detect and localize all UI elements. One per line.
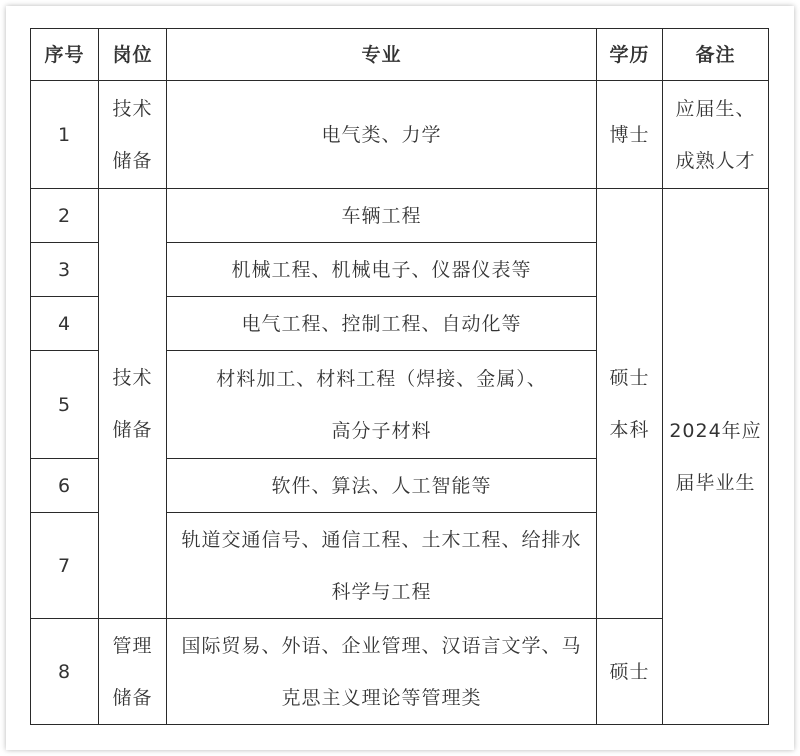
position-line: 储备	[112, 418, 153, 441]
position-line: 管理	[112, 634, 153, 657]
row-number: 8	[31, 619, 99, 725]
row-number: 7	[31, 513, 99, 619]
table-row	[31, 619, 769, 725]
row-number: 1	[31, 81, 99, 189]
row-number: 5	[31, 351, 99, 459]
table-row	[31, 81, 769, 189]
note-cell-merged	[663, 189, 769, 725]
major-line: 科学与工程	[331, 580, 432, 603]
position-cell	[99, 81, 167, 189]
header-degree: 学历	[597, 29, 663, 81]
major-cell: 软件、算法、人工智能等	[167, 459, 597, 513]
position-line: 储备	[112, 686, 153, 709]
note-line: 应届生、	[675, 97, 756, 120]
row-number: 3	[31, 243, 99, 297]
major-cell: 机械工程、机械电子、仪器仪表等	[167, 243, 597, 297]
major-cell: 电气类、力学	[167, 81, 597, 189]
recruitment-table	[30, 28, 769, 725]
row-number: 4	[31, 297, 99, 351]
major-line: 轨道交通信号、通信工程、土木工程、给排水	[181, 528, 582, 551]
header-no: 序号	[31, 29, 99, 81]
major-cell	[167, 351, 597, 459]
major-line: 高分子材料	[331, 419, 432, 442]
header-major: 专业	[167, 29, 597, 81]
position-line: 技术	[112, 366, 153, 389]
degree-cell: 硕士	[597, 619, 663, 725]
major-line: 材料加工、材料工程（焊接、金属）、	[216, 367, 547, 390]
header-note: 备注	[663, 29, 769, 81]
major-cell	[167, 619, 597, 725]
degree-line: 硕士	[609, 366, 650, 389]
position-line: 储备	[112, 149, 153, 172]
note-line: 届毕业生	[675, 471, 756, 494]
major-cell: 电气工程、控制工程、自动化等	[167, 297, 597, 351]
degree-cell-merged	[597, 189, 663, 619]
major-cell: 车辆工程	[167, 189, 597, 243]
note-line: 2024年应	[669, 419, 762, 442]
note-line: 成熟人才	[675, 149, 756, 172]
position-cell-merged	[99, 189, 167, 619]
major-cell	[167, 513, 597, 619]
table-row	[31, 189, 769, 243]
position-cell	[99, 619, 167, 725]
position-line: 技术	[112, 97, 153, 120]
degree-cell: 博士	[597, 81, 663, 189]
row-number: 6	[31, 459, 99, 513]
major-line: 克思主义理论等管理类	[281, 686, 482, 709]
header-position: 岗位	[99, 29, 167, 81]
degree-line: 本科	[609, 418, 650, 441]
note-cell	[663, 81, 769, 189]
major-line: 国际贸易、外语、企业管理、汉语言文学、马	[181, 634, 582, 657]
header-row	[31, 29, 769, 81]
row-number: 2	[31, 189, 99, 243]
